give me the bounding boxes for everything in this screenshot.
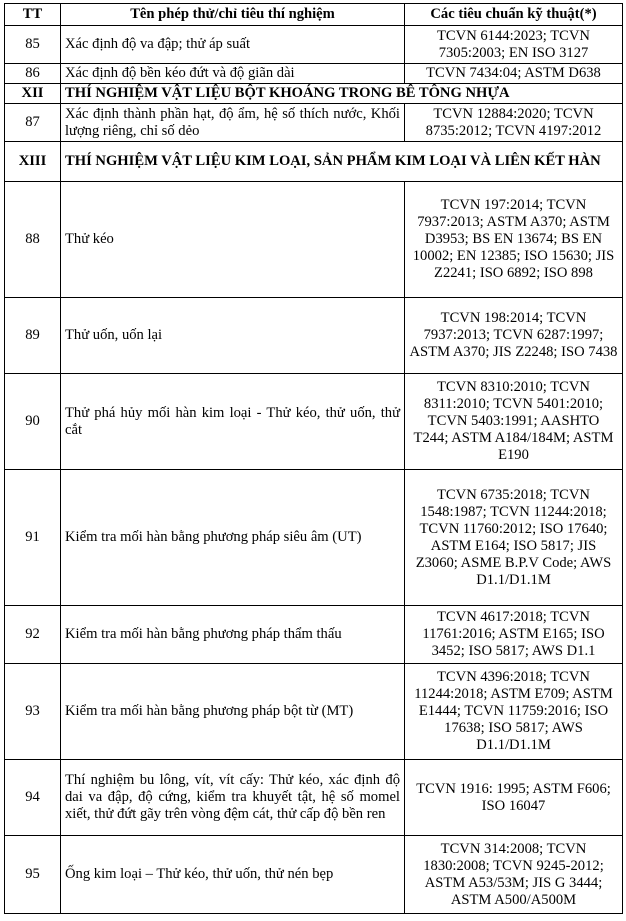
technical-standards: TCVN 4396:2018; TCVN 11244:2018; ASTM E709; ASTM E1444; TCVN 11759:2016; ISO 17638; ISO 5817; AWS D1.1/D1.1M	[405, 664, 623, 760]
technical-standards: TCVN 8310:2010; TCVN 8311:2010; TCVN 5401:2010; TCVN 5403:1991; AASHTO T244; ASTM A184/184M; ASTM E190	[405, 374, 623, 470]
technical-standards: TCVN 1916: 1995; ASTM F606; ISO 16047	[405, 760, 623, 836]
test-name: Kiểm tra mối hàn bằng phương pháp siêu âm (UT)	[61, 470, 405, 606]
test-name: Thí nghiệm bu lông, vít, vít cấy: Thử kéo, xác định độ dai va đập, độ cứng, kiểm tra khuyết tật, hệ số momel xiết, thử đứt gãy trên vòng đệm cát, thử cấp độ bền ren	[61, 760, 405, 836]
table-row	[5, 606, 623, 664]
section-title: THÍ NGHIỆM VẬT LIỆU KIM LOẠI, SẢN PHẨM KIM LOẠI VÀ LIÊN KẾT HÀN	[61, 142, 623, 182]
test-name: Xác định độ va đập; thử áp suất	[61, 26, 405, 64]
test-name: Kiểm tra mối hàn bằng phương pháp thẩm thấu	[61, 606, 405, 664]
technical-standards: TCVN 197:2014; TCVN 7937:2013; ASTM A370; ASTM D3953; BS EN 13674; BS EN 10002; EN 12385; ISO 15630; JIS Z2241; ISO 6892; ISO 898	[405, 182, 623, 298]
technical-standards: TCVN 6144:2023; TCVN 7305:2003; EN ISO 3127	[405, 26, 623, 64]
table-row	[5, 26, 623, 64]
table-row	[5, 64, 623, 84]
test-name: Thử uốn, uốn lại	[61, 298, 405, 374]
technical-standards: TCVN 6735:2018; TCVN 1548:1987; TCVN 11244:2018; TCVN 11760:2012; ISO 17640; ASTM E164; ISO 5817; JIS Z3060; ASME B.P.V Code; AWS D1.1/D1.1M	[405, 470, 623, 606]
table-row	[5, 664, 623, 760]
row-number: 91	[5, 470, 61, 606]
row-number: 85	[5, 26, 61, 64]
table-body	[5, 26, 623, 914]
test-name: Thử kéo	[61, 182, 405, 298]
standards-table	[4, 3, 623, 914]
row-number: 87	[5, 104, 61, 142]
table-row	[5, 182, 623, 298]
table-row	[5, 760, 623, 836]
table-row	[5, 298, 623, 374]
row-number: 95	[5, 836, 61, 914]
test-name: Xác định thành phần hạt, độ ẩm, hệ số thích nước, Khối lượng riêng, chỉ số dẻo	[61, 104, 405, 142]
technical-standards: TCVN 198:2014; TCVN 7937:2013; TCVN 6287:1997; ASTM A370; JIS Z2248; ISO 7438	[405, 298, 623, 374]
row-number: 93	[5, 664, 61, 760]
test-name: Ống kim loại – Thử kéo, thử uốn, thử nén bẹp	[61, 836, 405, 914]
technical-standards: TCVN 4617:2018; TCVN 11761:2016; ASTM E165; ISO 3452; ISO 5817; AWS D1.1	[405, 606, 623, 664]
table-row	[5, 836, 623, 914]
header-tt: TT	[5, 4, 61, 26]
test-name: Kiểm tra mối hàn bằng phương pháp bột từ (MT)	[61, 664, 405, 760]
technical-standards: TCVN 12884:2020; TCVN 8735:2012; TCVN 4197:2012	[405, 104, 623, 142]
row-number: 90	[5, 374, 61, 470]
section-number: XII	[5, 84, 61, 104]
row-number: 88	[5, 182, 61, 298]
test-name: Xác định độ bền kéo đứt và độ giãn dài	[61, 64, 405, 84]
row-number: 92	[5, 606, 61, 664]
table-row	[5, 374, 623, 470]
header-standard: Các tiêu chuẩn kỹ thuật(*)	[405, 4, 623, 26]
row-number: 89	[5, 298, 61, 374]
table-row	[5, 470, 623, 606]
table-row	[5, 104, 623, 142]
section-title: THÍ NGHIỆM VẬT LIỆU BỘT KHOÁNG TRONG BÊ TÔNG NHỰA	[61, 84, 623, 104]
section-number: XIII	[5, 142, 61, 182]
test-name: Thử phá hủy mối hàn kim loại - Thử kéo, thử uốn, thử cắt	[61, 374, 405, 470]
technical-standards: TCVN 7434:04; ASTM D638	[405, 64, 623, 84]
technical-standards: TCVN 314:2008; TCVN 1830:2008; TCVN 9245-2012; ASTM A53/53M; JIS G 3444; ASTM A500/A500M	[405, 836, 623, 914]
header-name: Tên phép thử/chỉ tiêu thí nghiệm	[61, 4, 405, 26]
table-header-row	[5, 4, 623, 26]
row-number: 86	[5, 64, 61, 84]
section-row	[5, 142, 623, 182]
section-row	[5, 84, 623, 104]
row-number: 94	[5, 760, 61, 836]
